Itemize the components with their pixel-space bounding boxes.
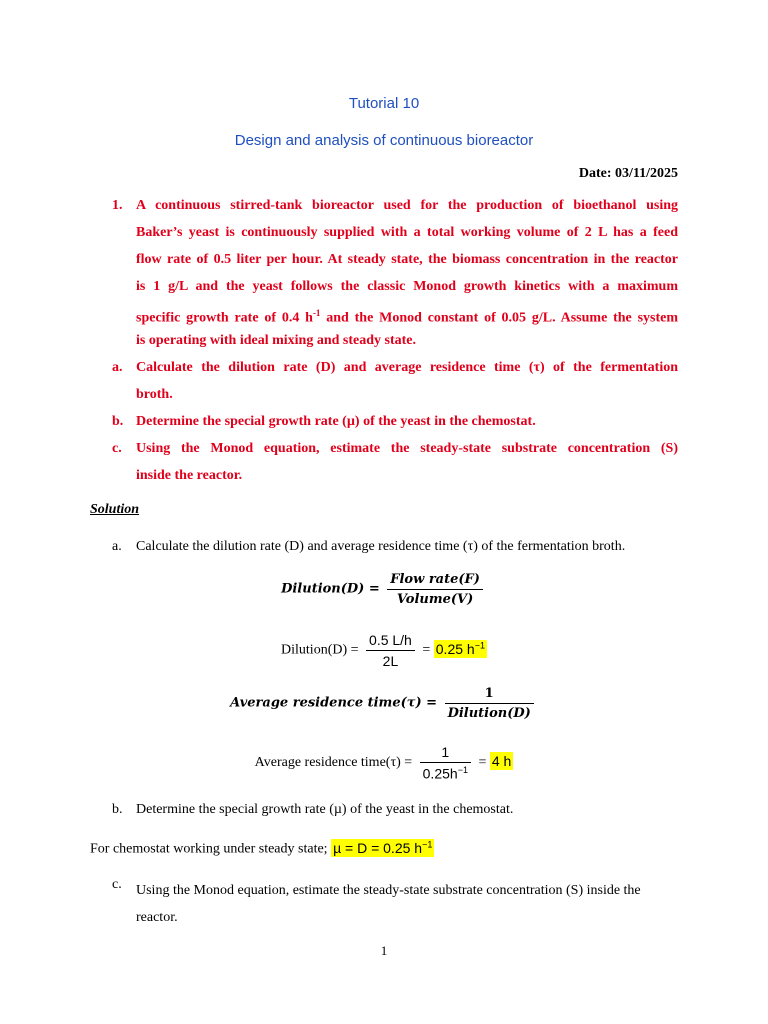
solution-c-text: Using the Monod equation, estimate the steady-state substrate concentration (S) inside the reactor.: [136, 883, 641, 925]
residence-time-formula: Average residence time(τ) = $\frac{1}{\text{Dilution(D)}}$: [0, 686, 768, 721]
growth-rate-result: µ = D = 0.25 $h^{-1}$: [333, 839, 433, 856]
part-b-label: b.: [112, 414, 124, 429]
solution-a-text: Calculate the dilution rate (D) and average residence time (τ) of the fermentation broth.: [136, 539, 626, 554]
residence-time-calculation: Average residence time(τ) = $\frac{1}{0.25h^{-1}}$ = 4 h: [254, 744, 512, 782]
question-line: is 1 g/L and the yeast follows the classic Monod growth kinetics with a maximum: [136, 279, 678, 294]
tutorial-subtitle: Design and analysis of continuous bioreactor: [234, 132, 534, 149]
dilution-calculation: Dilution(D) = $\frac{0.5 L/h}{2L}$ = 0.25 $h^{-1}$: [281, 632, 485, 669]
solution-c-label: c.: [112, 877, 122, 892]
question-number: 1.: [112, 198, 123, 213]
question-line: specific growth rate of 0.4 $h^{-1}$ and the Monod constant of 0.05 g/L. Assume the system: [136, 308, 679, 326]
growth-rate-answer: For chemostat working under steady state; µ = D = 0.25 $h^{-1}$: [90, 839, 433, 857]
dilution-formula: Dilution(D) = $\frac{\text{Flow rate(F)}}{\text{Volume(V)}}$: [0, 572, 768, 607]
part-c-text: Using the Monod equation, estimate the steady-state substrate concentration (S) inside the reactor.: [136, 441, 678, 483]
question-line: Baker’s yeast is continuously supplied with a total working volume of 2 L has a feed: [136, 225, 678, 240]
residence-time-result: 4 h: [491, 753, 512, 770]
part-a-text: Calculate the dilution rate (D) and average residence time (τ) of the fermentation broth.: [136, 360, 678, 402]
question-line: A continuous stirred-tank bioreactor used for the production of bioethanol using: [136, 198, 678, 213]
question-line: flow rate of 0.5 liter per hour. At steady state, the biomass concentration in the reactor: [136, 252, 678, 267]
question-text: [136, 192, 678, 354]
solution-b-text: Determine the special growth rate (µ) of the yeast in the chemostat.: [136, 802, 514, 817]
solution-b-label: b.: [112, 802, 123, 817]
part-a-label: a.: [112, 360, 123, 375]
tutorial-title: Tutorial 10: [348, 95, 420, 112]
part-c-label: c.: [112, 441, 122, 456]
date-label: Date: 03/11/2025: [578, 166, 678, 181]
page-number: 1: [380, 943, 388, 958]
dilution-result: 0.25 $h^{-1}$: [435, 640, 485, 657]
solution-heading: Solution: [90, 502, 140, 517]
solution-a-label: a.: [112, 539, 122, 554]
part-b-text: Determine the special growth rate (µ) of the yeast in the chemostat.: [136, 414, 536, 429]
question-line: is operating with ideal mixing and steady state.: [136, 333, 417, 348]
